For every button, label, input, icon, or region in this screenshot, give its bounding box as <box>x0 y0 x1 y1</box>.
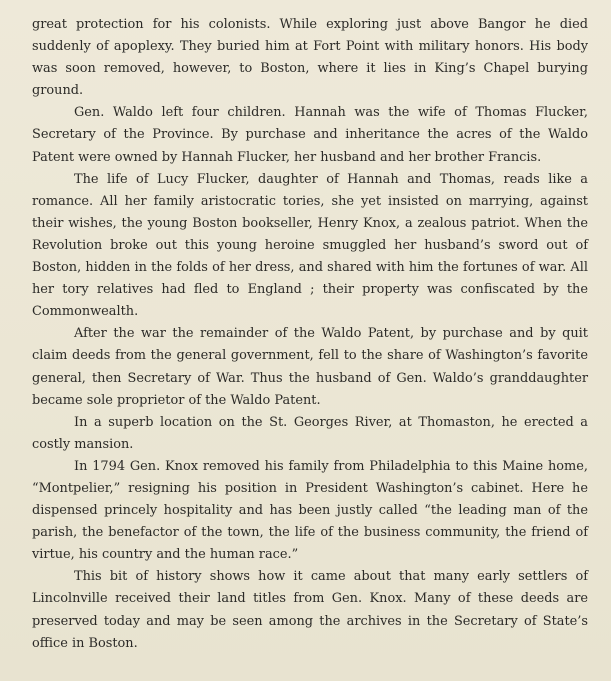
paragraph-1: great protection for his colonists. While exploring just above Bangor he died suddenly of apoplexy. They buried him at Fort Point with military honors. His body was soon removed, however, to Boston, where it lies in King’s Chapel burying ground. <box>32 17 588 99</box>
paragraph-2: Gen. Waldo left four children. Hannah was the wife of Thomas Flucker, Secretary of the Province. By purchase and inheritance the acres of the Waldo Patent were owned by Hannah Flucker, her husband and her brother Francis. <box>32 105 588 165</box>
body-text <box>32 14 588 655</box>
paragraph-7: This bit of history shows how it came about that many early settlers of Lincolnville received their land titles from Gen. Knox. Many of these deeds are preserved today and may be seen among the archives in the Secretary of State’s office in Boston. <box>32 569 588 651</box>
paragraph-5: In a superb location on the St. Georges River, at Thomaston, he erected a costly mansion. <box>32 414 588 452</box>
paragraph-4: After the war the remainder of the Waldo Patent, by purchase and by quit claim deeds from the general government, fell to the share of Washington’s favorite general, then Secretary of War. Thus the husband of Gen. Waldo’s granddaughter became sole proprietor of the Waldo Patent. <box>32 326 588 408</box>
paragraph-6: In 1794 Gen. Knox removed his family from Philadelphia to this Maine home, “Montpelier,” resigning his position in President Washington’s cabinet. Here he dispensed princely hospitality and has been justly called “the leading man of the parish, the benefactor of the town, the life of the business community, the friend of virtue, his country and the human race.” <box>32 458 588 563</box>
paragraph-3: The life of Lucy Flucker, daughter of Hannah and Thomas, reads like a romance. All her family aristocratic tories, she yet insisted on marrying, against their wishes, the young Boston bookseller, Henry Knox, a zealous patriot. When the Revolution broke out this young heroine smuggled her husband’s sword out of Boston, hidden in the folds of her dress, and shared with him the fortunes of war. All her tory relatives had fled to England ; their property was confiscated by the Commonwealth. <box>32 171 588 320</box>
